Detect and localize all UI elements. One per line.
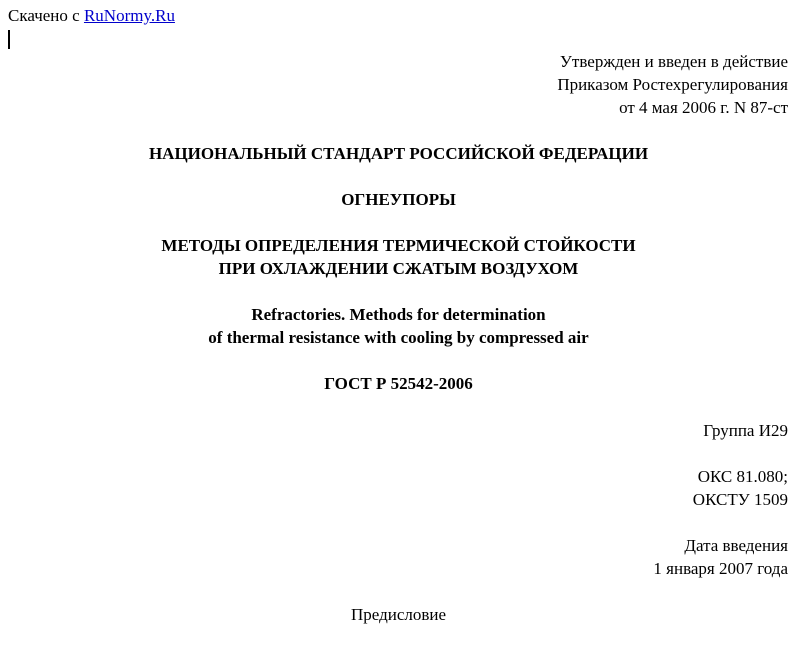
gost-code: ГОСТ Р 52542-2006: [324, 374, 473, 393]
title-en-line-2: of thermal resistance with cooling by compressed air: [208, 328, 589, 347]
group-code: Группа И29: [703, 421, 788, 440]
okstu-code: ОКСТУ 1509: [692, 490, 788, 509]
runormy-link[interactable]: RuNormy.Ru: [83, 6, 175, 25]
approval-line-3: от 4 мая 2006 г. N 87-ст: [619, 98, 788, 117]
download-prefix: Скачено с: [8, 6, 80, 25]
intro-date-value: 1 января 2007 года: [653, 559, 788, 578]
subject-heading: ОГНЕУПОРЫ: [341, 190, 456, 209]
text-cursor: [8, 30, 10, 49]
intro-date-label: Дата введения: [684, 536, 788, 555]
approval-line-2: Приказом Ростехрегулирования: [557, 75, 788, 94]
approval-line-1: Утвержден и введен в действие: [559, 52, 788, 71]
standard-title: НАЦИОНАЛЬНЫЙ СТАНДАРТ РОССИЙСКОЙ ФЕДЕРАЦИИ: [148, 144, 649, 163]
title-ru-line-2: ПРИ ОХЛАЖДЕНИИ СЖАТЫМ ВОЗДУХОМ: [218, 259, 579, 278]
oks-code: ОКС 81.080;: [697, 467, 788, 486]
title-ru-line-1: МЕТОДЫ ОПРЕДЕЛЕНИЯ ТЕРМИЧЕСКОЙ СТОЙКОСТИ: [161, 236, 636, 255]
foreword-heading: Предисловие: [350, 605, 447, 624]
title-en-line-1: Refractories. Methods for determination: [251, 305, 546, 324]
download-source-line: [8, 5, 175, 27]
